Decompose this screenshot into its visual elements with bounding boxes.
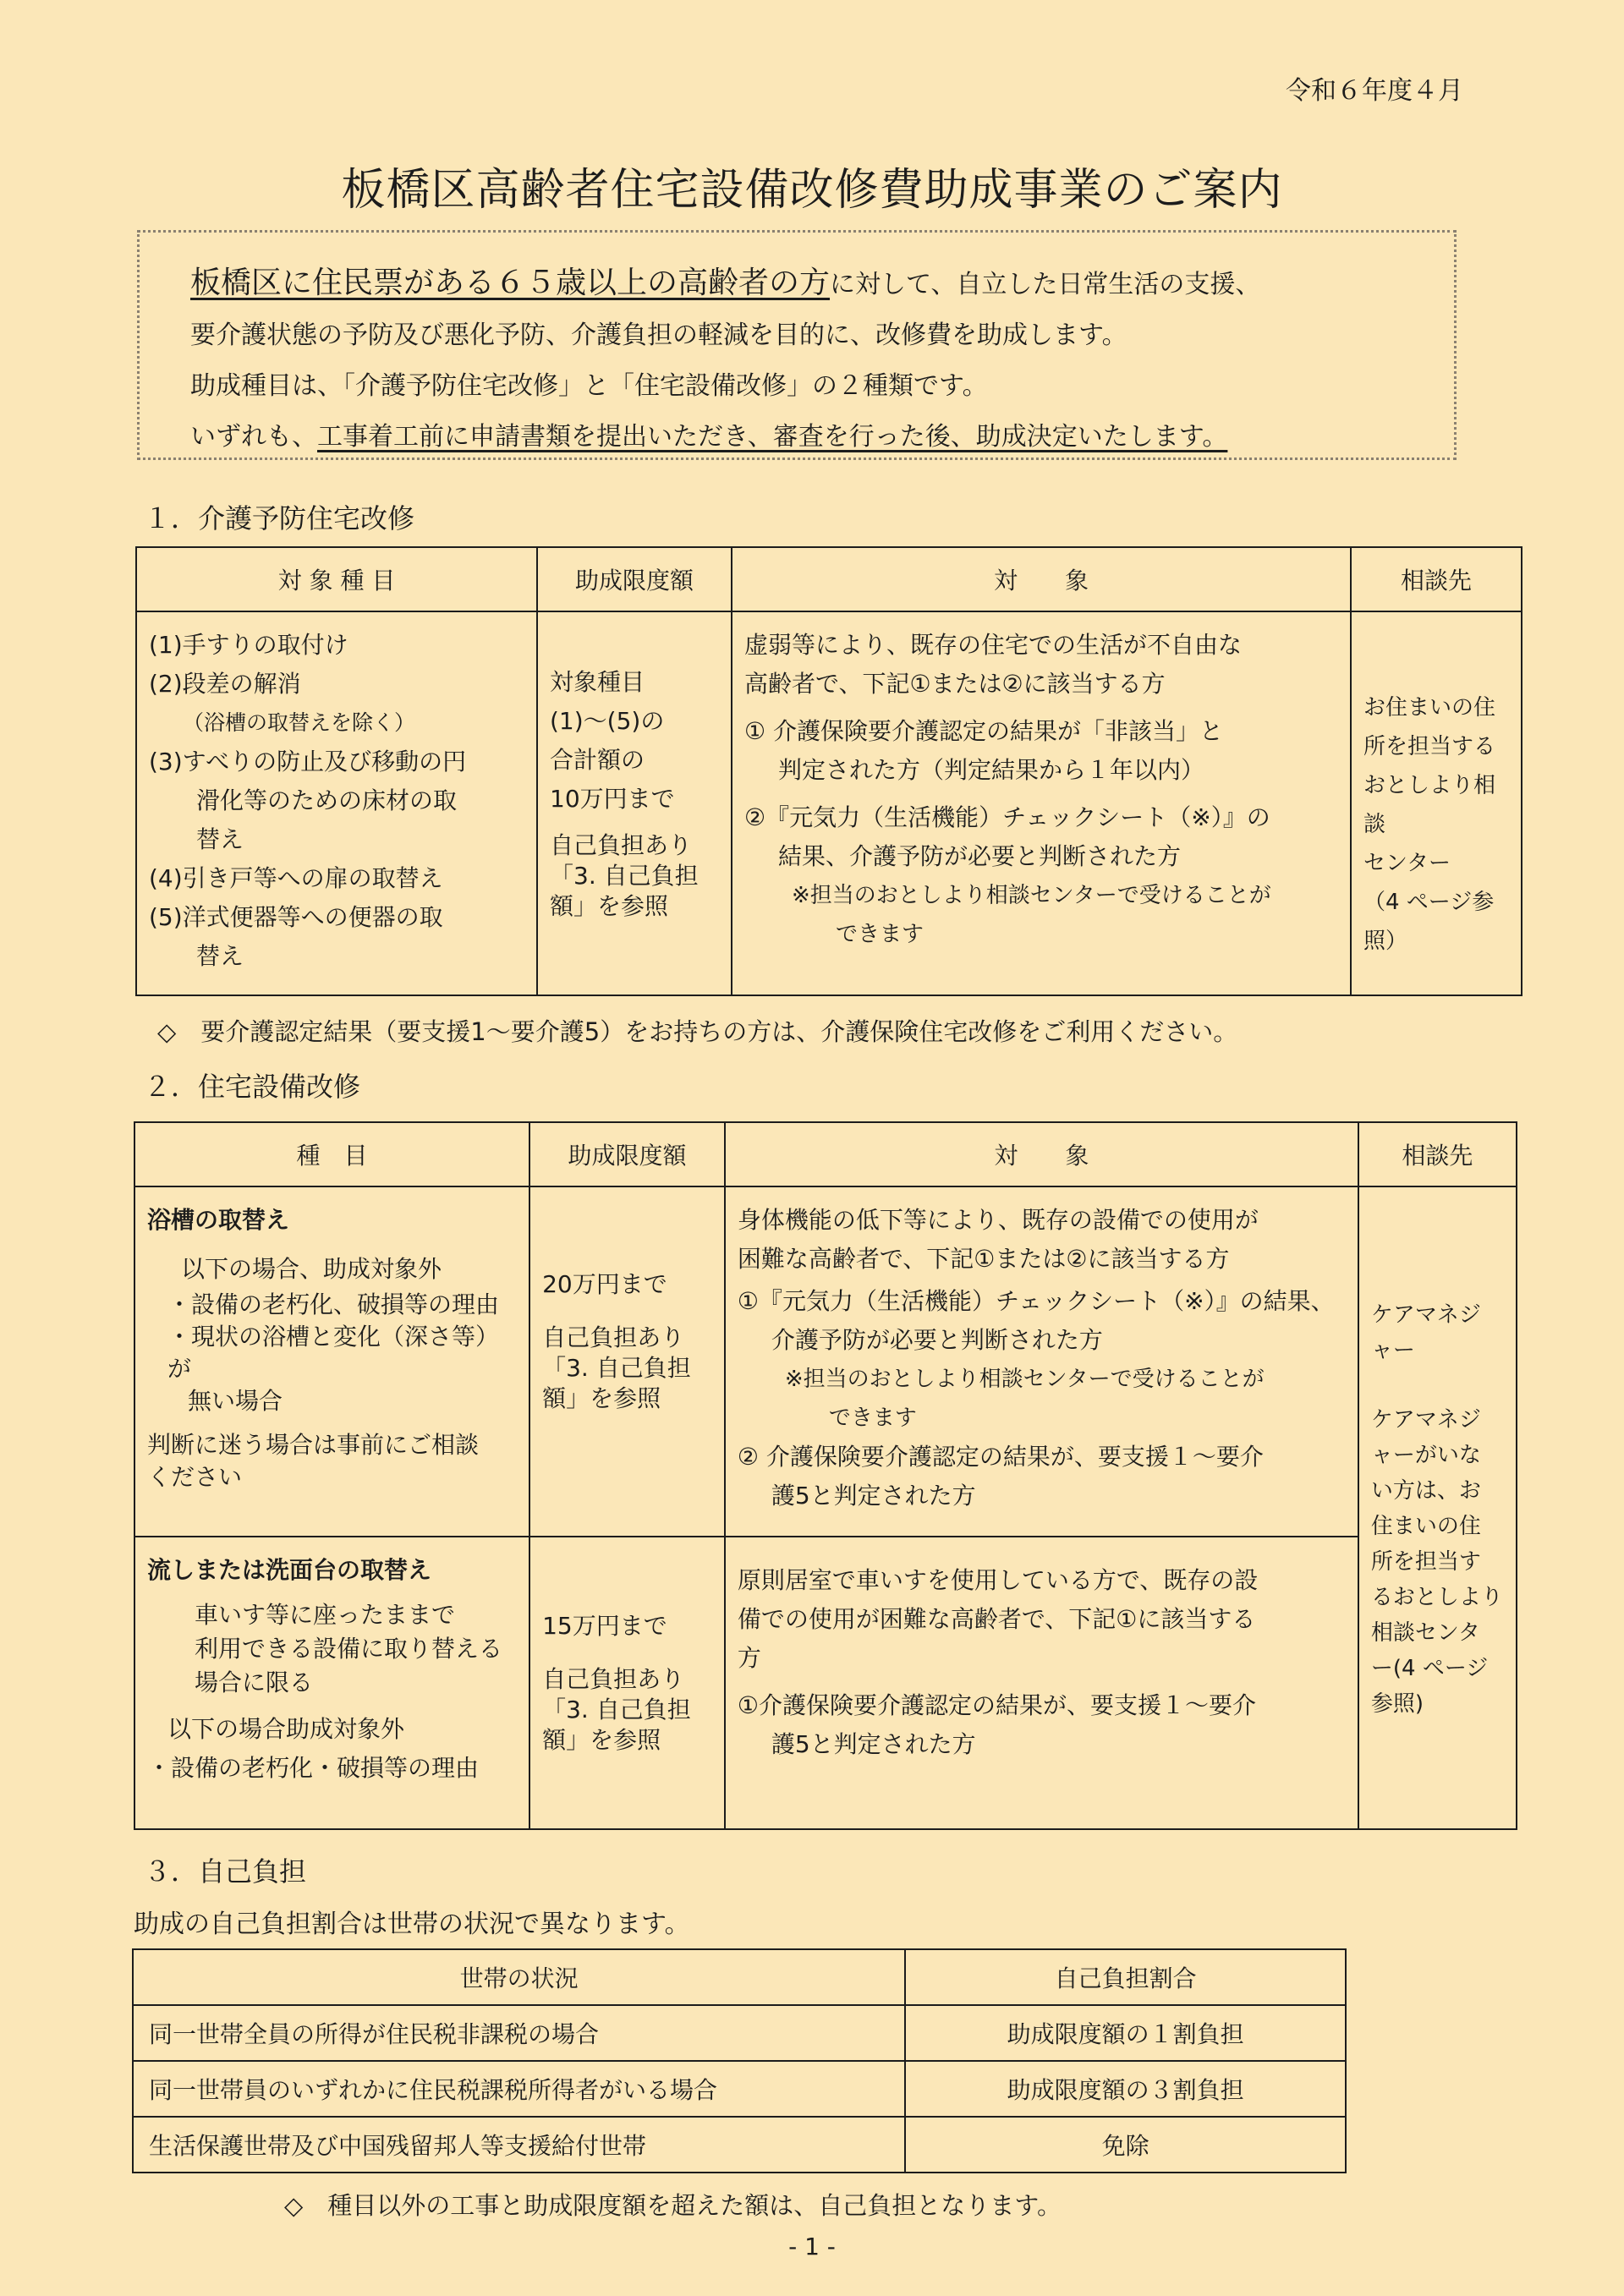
section2-heading: ２．住宅設備改修 [144,1071,361,1103]
intro-box [137,230,1457,460]
section1-note: ◇ 要介護認定結果（要支援1～要介護5）をお持ちの方は、介護保険住宅改修をご利用ください。 [157,1017,1238,1046]
s1-items-cell: (1)手すりの取付け (2)段差の解消 （浴槽の取替えを除く） (3)すべりの防止及び移動の円 滑化等のための床材の取 替え (4)引き戸等への扉の取替え (5)洋式便器等への便器の取 替え [136,611,537,995]
section2-table [134,1121,1517,1830]
s2-header-item: 種 目 [134,1122,529,1186]
s1-target-cell: 虚弱等により、既存の住宅での生活が不自由な 高齢者で、下記①または②に該当する方 ① 介護保険要介護認定の結果が「非該当」と 判定された方（判定結果から１年以内） ②『元気力（生活機能）チェックシート（※）』の 結果、介護予防が必要と判断された方 ※担当のおとしより相談センターで受けることが できます [732,611,1351,995]
s1-contact-cell: お住まいの住 所を担当する おとしより相談 センター （4 ページ参 照） [1351,611,1522,995]
s2-row1-target-cell: 身体機能の低下等により、既存の設備での使用が 困難な高齢者で、下記①または②に該当する方 ①『元気力（生活機能）チェックシート（※）』の結果、 介護予防が必要と判断された方 ※担当のおとしより相談センターで受けることが できます ② 介護保険要介護認定の結果が、要支援１～要介 護5と判定された方 [725,1186,1358,1537]
s2-row1-limit-cell: 20万円まで 自己負担あり 「3. 自己負担 額」を参照 [529,1186,725,1537]
s3-row-status: 同一世帯全員の所得が住民税非課税の場合 [133,2005,905,2061]
s2-header-limit: 助成限度額 [529,1122,725,1186]
intro-line-3: 助成種目は、「介護予防住宅改修」と「住宅設備改修」の２種類です。 [190,371,988,401]
s1-limit-cell: 対象種目 (1)～(5)の 合計額の 10万円まで 自己負担あり 「3. 自己負担 額」を参照 [537,611,732,995]
s1-header-item: 対 象 種 目 [136,547,537,611]
s3-header-status: 世帯の状況 [133,1949,905,2005]
document-date: 令和６年度４月 [1286,76,1463,106]
s3-row-ratio: 助成限度額の１割負担 [905,2005,1346,2061]
intro-line-2: 要介護状態の予防及び悪化予防、介護負担の軽減を目的に、改修費を助成します。 [190,321,1127,350]
section1-heading: １．介護予防住宅改修 [144,502,415,534]
page-number: - 1 - [788,2233,836,2260]
section1-table [135,546,1522,996]
s3-row-status: 同一世帯員のいずれかに住民税課税所得者がいる場合 [133,2061,905,2117]
s2-header-target: 対 象 [725,1122,1358,1186]
section3-table [132,1948,1347,2173]
intro-emphasis: 板橋区に住民票がある６５歳以上の高齢者の方 [190,266,831,300]
s3-row-status: 生活保護世帯及び中国残留邦人等支援給付世帯 [133,2117,905,2173]
s3-row-ratio: 助成限度額の３割負担 [905,2061,1346,2117]
s3-header-ratio: 自己負担割合 [905,1949,1346,2005]
s2-contact-cell: ケアマネジ ャー ケアマネジ ャーがいな い方は、お 住まいの住 所を担当す るおとしより 相談センタ ー(4 ページ 参照) [1358,1186,1517,1829]
s2-header-contact: 相談先 [1358,1122,1517,1186]
section3-heading: ３．自己負担 [144,1855,307,1888]
section3-note: ◇ 種目以外の工事と助成限度額を超えた額は、自己負担となります。 [284,2191,1062,2220]
intro-line-4: いずれも、工事着工前に申請書類を提出いただき、審査を行った後、助成決定いたします。 [190,422,1228,452]
document-title: 板橋区高齢者住宅設備改修費助成事業のご案内 [341,165,1283,216]
intro-line-1: 板橋区に住民票がある６５歳以上の高齢者の方に対して、自立した日常生活の支援、 [190,266,1261,300]
s2-row2-item-cell: 流しまたは洗面台の取替え 車いす等に座ったままで 利用できる設備に取り替える 場合に限る 以下の場合助成対象外 ・設備の老朽化・破損等の理由 [134,1537,529,1829]
s1-header-target: 対 象 [732,547,1351,611]
s1-header-contact: 相談先 [1351,547,1522,611]
s2-row1-item-cell: 浴槽の取替え 以下の場合、助成対象外 ・設備の老朽化、破損等の理由 ・現状の浴槽と変化（深さ等）が 無い場合 判断に迷う場合は事前にご相談 ください [134,1186,529,1537]
s1-header-limit: 助成限度額 [537,547,732,611]
section3-lead: 助成の自己負担割合は世帯の状況で異なります。 [134,1910,690,1939]
s3-row-ratio: 免除 [905,2117,1346,2173]
s2-row2-limit-cell: 15万円まで 自己負担あり 「3. 自己負担 額」を参照 [529,1537,725,1829]
s2-row2-target-cell: 原則居室で車いすを使用している方で、既存の設 備での使用が困難な高齢者で、下記①に該当する 方 ①介護保険要介護認定の結果が、要支援１～要介 護5と判定された方 [725,1537,1358,1829]
